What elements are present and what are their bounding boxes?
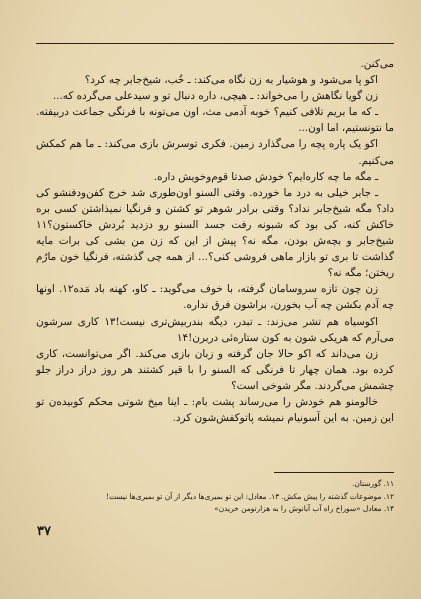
footnote-rule: [274, 472, 394, 473]
paragraph: زن گویا نگاهش را می‌خواند: ـ هیچی، داره دنبال تو و سیدعلی می‌گرده که...: [52, 90, 378, 103]
paragraph: ـ مگه ما چه کاره‌ایم؟ خودش صدتا قوم‌وخویش داره.: [153, 170, 378, 183]
paragraph: زن چون تازه سروسامان گرفته، با خوف می‌گوید: ـ کاو، کهنه باد مَده۱۲. اونها چه آدم بکشن چه آب بخورن، براشون فرق نداره.: [36, 283, 394, 312]
paragraph: زن می‌داند که اکو حالا جان گرفته و زبان بازی می‌کند. اگر می‌توانست، کاری کرده بود. همان چهار تا فرنگی که السنو را با قیر کشتند هر روز دراز دراز جلو چشمش می‌گردند. مگر شوخی است؟: [36, 347, 394, 392]
footnotes: [60, 478, 394, 516]
paragraph: می‌کنن.: [360, 58, 394, 70]
footnote: ۱۱. گورستان.: [351, 479, 394, 488]
top-rule: [36, 43, 394, 44]
body-text: [36, 56, 394, 426]
paragraph: خالومنو هم خودش را می‌رساند پشت بام: ـ اینا میخ شوتی محکم کوبیده‌ن تو این زمین. به این آسونیام نمیشه پاتوکفش‌شون کرد.: [36, 395, 394, 425]
paragraph: اکوسیاه هم تشر می‌زند: ـ تبدر، دیگه بندربیش‌تری نیست!۱۳ کاری سرشون می‌آرم که هریکی شون به کون ستاره‌ئی دربرن!۱۴: [36, 315, 394, 344]
paragraph: اکو یک پاره پچه را می‌گذارد زمین. فکری توسرش بازی می‌کند: ـ ما هم کمکش می‌کنیم.: [36, 138, 394, 167]
page-number: ۳۷: [37, 524, 51, 539]
paragraph: اکو پا می‌شود و هوشیار به زن نگاه می‌کند: ـ خُب، شیخ‌جابر چه کرد؟: [84, 74, 378, 87]
paragraph: ـ که ما بریم تلافی کنیم؟ خوبه آدمی مث، اون می‌تونه با فرنگی جماعت دربیفته. ما نتونستیم، اما اون...: [36, 106, 394, 135]
footnote: ۱۲. موضوعات گذشته را پیش مکش. ۱۳. معادل: این تو بمیری‌ها دیگر از آن تو بمیری‌ها نیست!: [106, 491, 394, 501]
paragraph: ـ جابر خیلی به درد ما خورده. وقتی السنو اون‌طوری شد خرج کفن‌ودفنشو کی داد؟ مگه شیخ‌جابر نداد؟ وقتی برادر شوهر تو کشتن و فرنگیا نمیذاشتن کسی بره خاکش کنه، کی بود که شبونه رفت جسد السنو رو دزدید بُردش خاکستون؟۱۱ شیخ‌جابر و بچه‌ش بودن، مگه نه؟ پیش از این که زن من بشی کی برات مایه گذاشت تا بری تو بازار ماهی فروشی کنی؟... از همه چی گذشته، فرنگیا خون مارُم ریختن؛ مگه نه؟: [36, 186, 394, 280]
footnote: ۱۴. معادل «سوراخ راه آب آبانوش را به هزارتومن خریدن»: [214, 504, 394, 514]
